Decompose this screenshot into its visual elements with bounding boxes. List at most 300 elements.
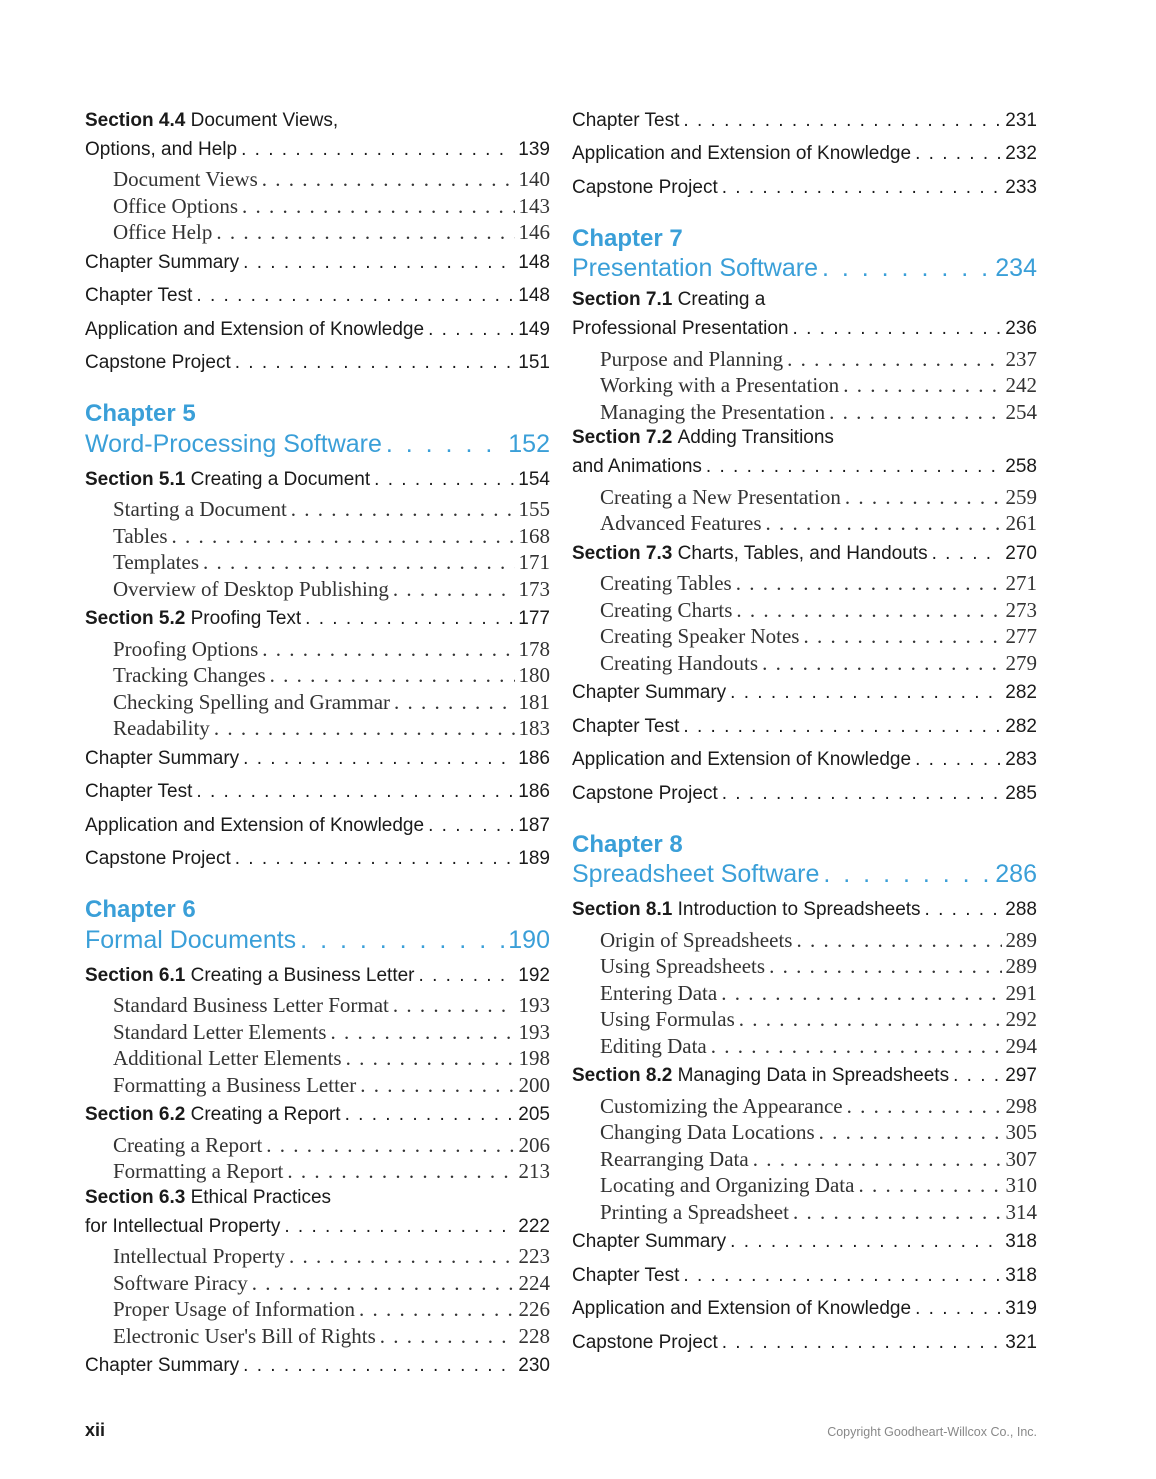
entry-row [572,624,1037,651]
chapter-title-row [85,429,550,459]
page-number: 314 [1005,1199,1037,1224]
toc-entry-topic[interactable] [572,597,1037,624]
entry-title: Software Piracy [113,1270,248,1295]
page-number: 237 [1005,346,1037,371]
toc-entry-section[interactable] [572,537,1037,571]
entry-row [572,537,1037,571]
dot-leader [330,1020,514,1045]
dot-leader [683,1265,1001,1287]
toc-entry-topic[interactable] [572,1199,1037,1226]
dot-leader [419,965,515,987]
entry-title: Professional Presentation [572,318,789,340]
dot-leader [305,608,514,630]
page-number: 149 [518,318,550,340]
dot-leader [793,1200,1002,1225]
page-number: 223 [518,1244,550,1269]
page-number: 291 [1005,980,1037,1005]
toc-entry-section[interactable] [85,1185,550,1244]
page-number: 181 [518,689,550,714]
toc-entry-topic[interactable] [572,1146,1037,1173]
entry-title: Application and Extension of Knowledge [85,814,425,836]
page-number: 177 [518,608,550,630]
page-number: 173 [518,576,550,601]
toc-entry-chapter[interactable] [85,399,550,459]
entry-row [572,894,1037,928]
entry-title: Standard Letter Elements [113,1019,327,1044]
toc-entry-topic[interactable] [572,1120,1037,1147]
toc-entry-end[interactable] [85,843,550,877]
page-number: 186 [518,781,550,803]
dot-leader [847,1094,1002,1119]
entry-row [572,1093,1037,1120]
toc-entry-topic[interactable] [572,1173,1037,1200]
entry-title: Options, and Help [85,138,238,160]
section-number: Section 6.2 [85,1104,186,1126]
dot-leader [711,1034,1002,1059]
dot-leader [380,1324,515,1349]
entry-row [572,1060,1037,1094]
toc-entry-topic[interactable] [572,511,1037,538]
entry-row [572,980,1037,1007]
entry-row [85,716,550,743]
page-number: 154 [518,468,550,490]
dot-leader [394,690,514,715]
toc-entry-topic[interactable] [85,1244,550,1271]
dot-leader [386,430,504,459]
section-number: Section 7.3 [572,542,673,564]
toc-entry-topic[interactable] [572,650,1037,677]
toc-entry-section[interactable] [85,603,550,637]
page-number: 282 [1005,682,1037,704]
chapter-title-row [85,925,550,955]
toc-entry-topic[interactable] [85,663,550,690]
page-number: 178 [518,636,550,661]
toc-entry-topic[interactable] [85,1019,550,1046]
entry-row [85,1099,550,1133]
dot-leader [262,637,514,662]
page-number: 305 [1005,1120,1037,1145]
entry-row [85,959,550,993]
dot-leader [345,1104,515,1126]
dot-leader [793,318,1002,340]
page-number: 307 [1005,1146,1037,1171]
dot-leader [359,1297,514,1322]
entry-title: Tracking Changes [113,663,266,688]
page-number: 254 [1005,399,1037,424]
entry-row [85,576,550,603]
dot-leader [683,110,1001,132]
dot-leader [252,1271,515,1296]
entry-title: Chapter Summary [85,251,240,273]
entry-title: Creating a Report [113,1132,263,1157]
toc-entry-topic[interactable] [572,1093,1037,1120]
toc-entry-section[interactable] [572,1060,1037,1094]
page-number: 310 [1005,1173,1037,1198]
dot-leader [216,220,514,245]
dot-leader [766,511,1002,536]
entry-row [85,1132,550,1159]
entry-title: Starting a Document [113,497,287,522]
section-number: Section 5.1 [85,468,186,490]
entry-row [572,1146,1037,1173]
page-number: 222 [518,1215,550,1237]
entry-row [85,280,550,314]
entry-title: Chapter Summary [85,747,240,769]
entry-row [572,650,1037,677]
toc-entry-topic[interactable] [572,346,1037,373]
chapter-title: Word-Processing Software [85,429,382,458]
entry-row [85,167,550,194]
page-number: 168 [518,523,550,548]
page-number: 233 [1005,176,1037,198]
entry-row [85,1072,550,1099]
toc-entry-topic[interactable] [572,373,1037,400]
section-heading-line2 [85,133,550,167]
entry-row [572,511,1037,538]
entry-row [85,663,550,690]
chapter-title-row [572,254,1037,284]
entry-title: Using Formulas [600,1007,735,1032]
entry-title: Proofing Options [113,636,259,661]
toc-entry-section[interactable] [85,108,550,167]
toc-entry-topic[interactable] [572,927,1037,954]
section-number: Section 8.1 [572,899,673,921]
entry-title: Chapter Summary [572,682,727,704]
toc-entry-topic[interactable] [85,689,550,716]
entry-title: Origin of Spreadsheets [600,927,793,952]
chapter-title: Formal Documents [85,925,297,954]
page-number: 232 [1005,143,1037,165]
entry-title: Creating Handouts [600,650,759,675]
dot-leader [722,1332,1002,1354]
toc-entry-topic[interactable] [85,1072,550,1099]
toc-entry-topic[interactable] [85,497,550,524]
entry-title: Creating a Report [190,1104,341,1126]
page-number: 155 [518,497,550,522]
dot-leader [925,899,1002,921]
toc-entry-topic[interactable] [85,550,550,577]
entry-title: Application and Extension of Knowledge [572,749,912,771]
toc-entry-end[interactable] [572,677,1037,711]
dot-leader [787,347,1001,372]
chapter-label: Chapter 7 [572,224,683,252]
toc-entry-topic[interactable] [572,484,1037,511]
toc-entry-topic[interactable] [572,1007,1037,1034]
toc-entry-topic[interactable] [85,1270,550,1297]
entry-row [572,1326,1037,1360]
toc-entry-end[interactable] [572,1259,1037,1293]
page-number: 292 [1005,1007,1037,1032]
dot-leader [730,682,1001,704]
entry-title: Chapter Summary [572,1231,727,1253]
toc-entry-end[interactable] [85,776,550,810]
dot-leader [739,1007,1002,1032]
toc-entry-section[interactable] [572,894,1037,928]
toc-entry-chapter[interactable] [572,830,1037,890]
toc-entry-end[interactable] [572,138,1037,172]
entry-title: Chapter Test [572,109,680,131]
entry-title: Checking Spelling and Grammar [113,689,391,714]
entry-title: Capstone Project [572,782,718,804]
toc-entry-topic[interactable] [85,1132,550,1159]
page-number: 226 [518,1297,550,1322]
toc-entry-section[interactable] [572,288,1037,347]
dot-leader [300,926,504,955]
toc-entry-topic[interactable] [85,576,550,603]
toc-entry-end[interactable] [85,1350,550,1384]
toc-entry-topic[interactable] [85,1323,550,1350]
page-number: 198 [518,1046,550,1071]
dot-leader [241,139,514,161]
dot-leader [736,598,1001,623]
section-title-line1: Ethical Practices [190,1186,332,1208]
toc-entry-end[interactable] [85,742,550,776]
entry-title: Creating Speaker Notes [600,624,800,649]
toc-entry-topic[interactable] [572,399,1037,426]
toc-entry-topic[interactable] [85,523,550,550]
entry-title: Additional Letter Elements [113,1046,342,1071]
toc-entry-end[interactable] [572,744,1037,778]
dot-leader [243,252,514,274]
entry-row [572,373,1037,400]
section-heading-line1 [85,1185,550,1210]
toc-entry-topic[interactable] [572,1033,1037,1060]
entry-row [572,777,1037,811]
page-number: 242 [1005,373,1037,398]
section-heading-line1 [85,108,550,133]
dot-leader [346,1046,515,1071]
page-number: 271 [1005,571,1037,596]
entry-row [85,463,550,497]
entry-title: Changing Data Locations [600,1120,815,1145]
entry-row [85,1350,550,1384]
entry-row [85,809,550,843]
page-number: 319 [1005,1298,1037,1320]
toc-column-right [572,104,1037,1360]
page-number: 186 [518,747,550,769]
toc-entry-section[interactable] [572,426,1037,485]
entry-title: Document Views [113,167,258,192]
toc-entry-chapter[interactable] [85,895,550,955]
dot-leader [915,1298,1001,1320]
entry-row [85,246,550,280]
entry-row [85,603,550,637]
dot-leader [753,1147,1002,1172]
dot-leader [428,815,514,837]
page-number: 231 [1005,109,1037,131]
toc-entry-topic[interactable] [572,571,1037,598]
dot-leader [214,716,515,741]
entry-row [572,1293,1037,1327]
toc-entry-topic[interactable] [85,1046,550,1073]
entry-row [572,677,1037,711]
dot-leader [822,254,991,283]
chapter-label: Chapter 8 [572,830,683,858]
page-number: 139 [518,138,550,160]
dot-leader [722,177,1002,199]
page-number: 140 [518,167,550,192]
page-number: 297 [1005,1065,1037,1087]
page-number: 261 [1005,511,1037,536]
dot-leader [736,571,1002,596]
entry-title: Capstone Project [572,176,718,198]
dot-leader [393,577,515,602]
section-title-line1: Creating a [677,289,766,310]
toc-entry-end[interactable] [85,809,550,843]
toc-entry-end[interactable] [572,1293,1037,1327]
toc-entry-end[interactable] [572,710,1037,744]
page-number: 258 [1005,456,1037,478]
dot-leader [843,373,1001,398]
page-number: 180 [518,663,550,688]
page-number: 193 [518,1019,550,1044]
page-number: 205 [518,1104,550,1126]
entry-title: Creating a Business Letter [190,964,415,986]
entry-title: Advanced Features [600,511,762,536]
page-number: 298 [1005,1093,1037,1118]
toc-entry-chapter[interactable] [572,224,1037,284]
chapter-page-number: 234 [995,254,1037,282]
toc-entry-topic[interactable] [85,220,550,247]
section-number: Section 7.1 [572,289,673,310]
entry-title: Chapter Test [572,715,680,737]
toc-entry-end[interactable] [85,347,550,381]
dot-leader [823,860,991,889]
section-number: Section 4.4 [85,109,186,131]
toc-entry-end[interactable] [572,171,1037,205]
section-number: Section 7.2 [572,427,673,448]
entry-row [572,1199,1037,1226]
dot-leader [953,1065,1001,1087]
page-number: 270 [1005,542,1037,564]
section-heading-line2 [572,451,1037,485]
dot-leader [932,543,1002,565]
entry-row [572,571,1037,598]
dot-leader [819,1120,1002,1145]
section-title-line1: Adding Transitions [677,427,834,448]
entry-row [572,954,1037,981]
page-number: 289 [1005,954,1037,979]
toc-entry-topic[interactable] [572,980,1037,1007]
entry-row [85,313,550,347]
toc-entry-end[interactable] [572,104,1037,138]
toc-entry-topic[interactable] [85,167,550,194]
entry-title: Formatting a Business Letter [113,1072,357,1097]
toc-entry-end[interactable] [85,313,550,347]
dot-leader [262,167,515,192]
page-number: xii [85,1420,106,1440]
section-number: Section 6.1 [85,964,186,986]
entry-title: Working with a Presentation [600,373,840,398]
entry-row [85,347,550,381]
entry-title: Electronic User's Bill of Rights [113,1323,376,1348]
section-heading-line2 [85,1210,550,1244]
chapter-title: Presentation Software [572,254,818,282]
entry-row [572,484,1037,511]
toc-entry-end[interactable] [572,777,1037,811]
dot-leader [683,716,1001,738]
toc-entry-section[interactable] [85,463,550,497]
dot-leader [721,981,1001,1006]
toc-entry-end[interactable] [572,1226,1037,1260]
page-number: 206 [518,1132,550,1157]
entry-title: Creating Tables [600,571,732,596]
entry-title: Formatting a Report [113,1159,284,1184]
copyright-notice: Copyright Goodheart-Willcox Co., Inc. [827,1425,1037,1439]
entry-row [572,171,1037,205]
entry-title: Capstone Project [85,352,231,374]
entry-title: Printing a Spreadsheet [600,1199,789,1224]
entry-title: Tables [113,523,168,548]
entry-row [85,220,550,247]
page-number: 187 [518,814,550,836]
page-number: 283 [1005,749,1037,771]
dot-leader [287,1159,514,1184]
dot-leader [291,497,515,522]
toc-entry-end[interactable] [572,1326,1037,1360]
dot-leader [829,400,1001,425]
entry-row [85,776,550,810]
dot-leader [266,1133,514,1158]
page-number: 228 [518,1323,550,1348]
entry-title: Intellectual Property [113,1244,286,1269]
entry-title: Managing the Presentation [600,399,826,424]
toc-entry-topic[interactable] [85,193,550,220]
entry-title: Creating Charts [600,597,733,622]
entry-title: Creating a Document [190,468,371,490]
page-number: 318 [1005,1231,1037,1253]
toc-entry-section[interactable] [85,1099,550,1133]
dot-leader [428,319,514,341]
section-number: Section 6.3 [85,1186,186,1208]
toc-entry-topic[interactable] [572,954,1037,981]
entry-title: Application and Extension of Knowledge [572,143,912,165]
entry-row [85,843,550,877]
toc-entry-topic[interactable] [85,1159,550,1186]
dot-leader [284,1216,514,1238]
entry-row [572,138,1037,172]
page-number: 189 [518,848,550,870]
page-number: 148 [518,285,550,307]
dot-leader [270,663,515,688]
entry-title: Editing Data [600,1033,707,1058]
toc-entry-topic[interactable] [85,993,550,1020]
chapter-page-number: 190 [508,925,550,954]
toc-entry-end[interactable] [85,280,550,314]
chapter-page-number: 152 [508,429,550,458]
entry-title: Readability [113,716,210,741]
toc-entry-section[interactable] [85,959,550,993]
toc-entry-topic[interactable] [85,716,550,743]
section-number: Section 5.2 [85,608,186,630]
dot-leader [235,848,515,870]
entry-title: Chapter Test [572,1264,680,1286]
section-number: Section 8.2 [572,1065,673,1087]
entry-title: Office Options [113,193,239,218]
toc-entry-topic[interactable] [85,636,550,663]
toc-entry-topic[interactable] [85,1297,550,1324]
entry-title: Chapter Test [85,285,193,307]
entry-row [572,597,1037,624]
entry-title: Rearranging Data [600,1146,749,1171]
toc-entry-topic[interactable] [572,624,1037,651]
dot-leader [242,194,514,219]
toc-entry-end[interactable] [85,246,550,280]
page-number: 224 [518,1270,550,1295]
entry-row [572,927,1037,954]
entry-title: Using Spreadsheets [600,954,766,979]
dot-leader [196,781,514,803]
